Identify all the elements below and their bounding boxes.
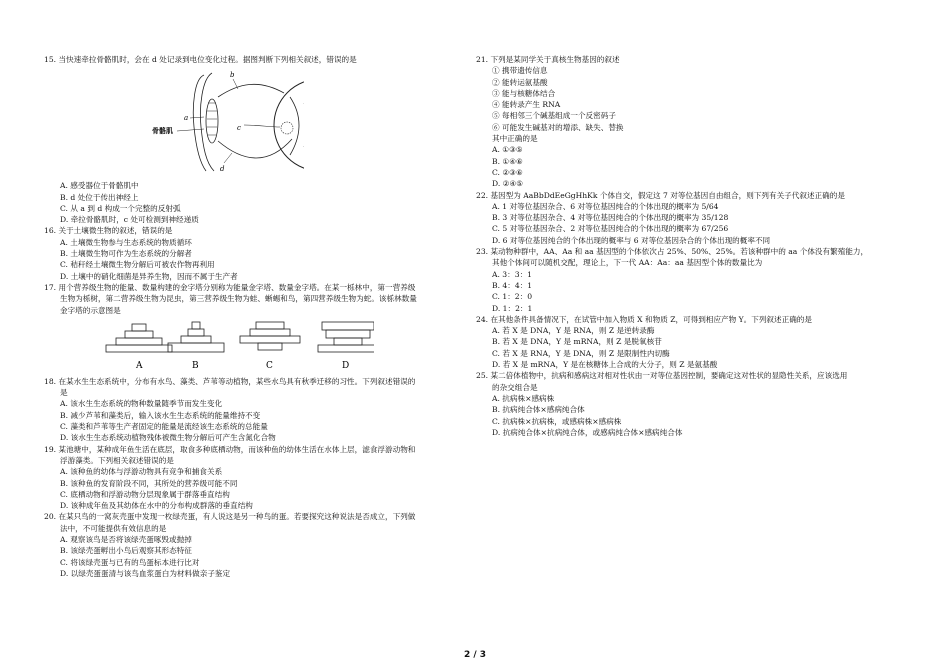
- question-stem-cont: 金字塔的示意图是: [60, 305, 121, 315]
- question-stem-cont: 浮游藻类。下列相关叙述错误的是: [60, 455, 174, 465]
- statement-5: ⑤ 每相邻三个碱基组成一个反密码子: [492, 111, 616, 121]
- option-c: C. 抗病株×抗病株，或感病株×感病株: [492, 416, 622, 426]
- option-c: C. 底栖动物和浮游动物分层现象属于群落垂直结构: [60, 489, 230, 499]
- option-d: D. ②④⑤: [492, 179, 524, 189]
- question-stem: 21. 下列是某同学关于真核生物基因的叙述: [476, 55, 620, 64]
- option-d: D. 若 X 是 mRNA，Y 是在核糖体上合成的大分子，则 Z 是氨基酸: [492, 360, 718, 370]
- pyramid-d: [318, 322, 374, 352]
- pyramid-label-c: C: [266, 360, 273, 370]
- option-d: D. 牵拉骨骼肌时，c 处可检测到神经递质: [60, 215, 199, 225]
- option-c: C. 若 X 是 RNA，Y 是 DNA，则 Z 是限制性内切酶: [492, 348, 670, 358]
- label-c: c: [237, 124, 241, 133]
- pyramid-options-figure: [44, 318, 452, 370]
- question-24: [476, 314, 916, 370]
- label-d: d: [220, 165, 225, 174]
- option-d: D. 6 对等位基因纯合的个体出现的概率与 6 对等位基因杂合的个体出现的概率不同: [492, 235, 771, 245]
- option-b: B. 4：4：1: [492, 280, 533, 290]
- option-a: A. ①③⑤: [492, 145, 523, 155]
- question-stem-cont: 其他个体间可以随机交配，理论上，下一代 AA：Aa：aa 基因型个体的数量比为: [492, 258, 763, 268]
- pyramid-a: [106, 324, 172, 352]
- statement-6: ⑥ 可能发生碱基对的增添、缺失、替换: [492, 122, 624, 132]
- question-stem-cont: 的杂交组合是: [492, 382, 538, 392]
- question-stem: 16. 关于土壤微生物的叙述，错误的是: [44, 226, 173, 236]
- option-a: A. 土壤微生物参与生态系统的物质循环: [60, 237, 192, 247]
- statement-4: ④ 能转录产生 RNA: [492, 100, 561, 110]
- pyramid-label-d: D: [342, 360, 350, 370]
- question-18: [44, 376, 452, 444]
- option-a: A. 若 X 是 DNA，Y 是 RNA，则 Z 是逆转录酶: [492, 326, 655, 336]
- question-15: [44, 54, 452, 225]
- statement-3: ③ 能与核糖体结合: [492, 88, 556, 98]
- option-d: D. 抗病纯合体×抗病纯合体，或感病纯合体×感病纯合体: [492, 427, 683, 437]
- option-c: C. 藻类和芦苇等生产者固定的能量是流经该生态系统的总能量: [60, 422, 268, 432]
- question-17: [44, 282, 452, 370]
- option-b: B. 该种鱼的发育阶段不同，其所处的营养级可能不同: [60, 478, 238, 488]
- question-19: [44, 444, 452, 512]
- page-number: 2 / 3: [463, 650, 487, 660]
- question-stem: 24. 在其他条件具备情况下，在试管中加入物质 X 和物质 Z，可得到相应产物 Y。下列叙述正确的是: [476, 314, 812, 324]
- question-16: [44, 225, 452, 281]
- pyramid-label-b: B: [192, 360, 199, 370]
- question-stem: 20. 在某只鸟的一窝灰壳蛋中发现一枚绿壳蛋，有人说这是另一种鸟的蛋。若要探究这种说法是否成立，下列做: [44, 512, 416, 522]
- option-b: B. 减少芦苇和藻类后，输入该水生生态系统的能量维持不变: [60, 410, 261, 420]
- option-a: A. 该水生生态系统的物种数量随季节而发生变化: [60, 399, 223, 409]
- question-stem-cont: 生物为栎树，第二营养级生物为昆虫，第三营养级生物为蛙、蜥蜴和鸟，第四营养级生物为蛇。该栎林数量: [60, 294, 417, 304]
- option-c: C. 从 a 到 d 构成一个完整的反射弧: [60, 203, 181, 213]
- option-b: B. 抗病纯合体×感病纯合体: [492, 405, 585, 415]
- option-c: C. ②③⑥: [492, 167, 523, 177]
- pyramid-b: [168, 322, 224, 352]
- option-a: A. 1 对等位基因杂合、6 对等位基因纯合的个体出现的概率为 5/64: [492, 201, 719, 211]
- option-a: A. 3：3：1: [492, 269, 532, 279]
- label-a: a: [184, 114, 189, 123]
- right-column: [476, 54, 916, 438]
- option-a: A. 观察该鸟是否将该绿壳蛋啄毁或抛掉: [60, 535, 192, 545]
- question-22: [476, 190, 916, 246]
- option-c: C. 5 对等位基因杂合、2 对等位基因纯合的个体出现的概率为 67/256: [492, 224, 729, 234]
- option-d: D. 1：2：1: [492, 303, 533, 313]
- statement-2: ② 能转运氨基酸: [492, 77, 548, 87]
- label-b: b: [230, 71, 235, 80]
- question-stem: 23. 某动物种群中，AA、Aa 和 aa 基因型的个体依次占 25%、50%、25%。若该种群中的 aa 个体没有繁殖能力，: [476, 247, 869, 257]
- question-stem: 15. 当快速牵拉骨骼肌时，会在 d 处记录到电位变化过程。据图判断下列相关叙述，错误的是: [44, 55, 357, 64]
- option-c: C. 将该绿壳蛋与已有的鸟蛋标本进行比对: [60, 557, 200, 567]
- option-d: D. 土壤中的硝化细菌是异养生物，因而不属于生产者: [60, 271, 238, 281]
- question-stem: 22. 基因型为 AaBbDdEeGgHhKk 个体自交，假定这 7 对等位基因自由组合，则下列有关子代叙述正确的是: [476, 190, 845, 200]
- question-stem-cont: 是: [60, 388, 68, 398]
- question-stem: 19. 某池塘中，某种成年鱼生活在底层，取食多种底栖动物，而该种鱼的幼体生活在水体上层，滤食浮游动物和: [44, 444, 416, 454]
- option-c: C. 秸秆经土壤微生物分解后可被农作物再利用: [60, 260, 215, 270]
- option-d: D. 该种成年鱼及其幼体在水中的分布构成群落的垂直结构: [60, 501, 253, 511]
- option-b: B. 该绿壳蛋孵出小鸟后观察其形态特征: [60, 546, 192, 556]
- question-23: [476, 246, 916, 314]
- pyramid-c: [240, 322, 300, 350]
- option-b: B. 土壤微生物可作为生态系统的分解者: [60, 249, 192, 259]
- option-a: A. 抗病株×感病株: [492, 393, 555, 403]
- pyramid-label-a: A: [136, 360, 143, 370]
- question-25: [476, 370, 916, 438]
- option-b: B. ①④⑥: [492, 156, 523, 166]
- spinal-cord-diagram: [44, 67, 304, 177]
- question-stem: 18. 在某水生生态系统中，分布有水鸟、藻类、芦苇等动植物，某些水鸟具有秋季迁移的习性。下列叙述错误的: [44, 376, 416, 386]
- option-d: D. 该水生生态系统动植物残体被微生物分解后可产生含氮化合物: [60, 433, 276, 443]
- statement-1: ① 携带遗传信息: [492, 66, 548, 76]
- option-a: A. 该种鱼的幼体与浮游动物具有竞争和捕食关系: [60, 467, 223, 477]
- question-stem: 25. 某二倍体植物中，抗病和感病这对相对性状由一对等位基因控制，要确定这对性状的显隐性关系，应该选用: [476, 371, 848, 381]
- option-d: D. 以绿壳蛋蛋清与该鸟血浆蛋白为材料做亲子鉴定: [60, 568, 231, 578]
- option-b: B. 若 X 是 DNA，Y 是 mRNA，则 Z 是脱氧核苷: [492, 337, 662, 347]
- question-stem: 17. 用个营养级生物的能量、数量构建的金字塔分别称为能量金字塔、数量金字塔。在某一栎林中，第一营养级: [44, 282, 416, 292]
- option-b: B. 3 对等位基因杂合、4 对等位基因纯合的个体出现的概率为 35/128: [492, 213, 729, 223]
- option-b: B. d 处位于传出神经上: [60, 192, 139, 202]
- reflex-arc-figure: [44, 67, 452, 177]
- question-sub: 其中正确的是: [492, 134, 538, 144]
- question-stem-cont: 法中，不可能提供有效信息的是: [60, 523, 167, 533]
- left-column: [44, 54, 452, 579]
- question-20: [44, 511, 452, 579]
- question-21: [476, 54, 916, 190]
- muscle-label: 骨骼肌: [152, 126, 173, 136]
- option-a: A. 感受器位于骨骼肌中: [60, 181, 139, 191]
- option-c: C. 1：2：0: [492, 292, 533, 302]
